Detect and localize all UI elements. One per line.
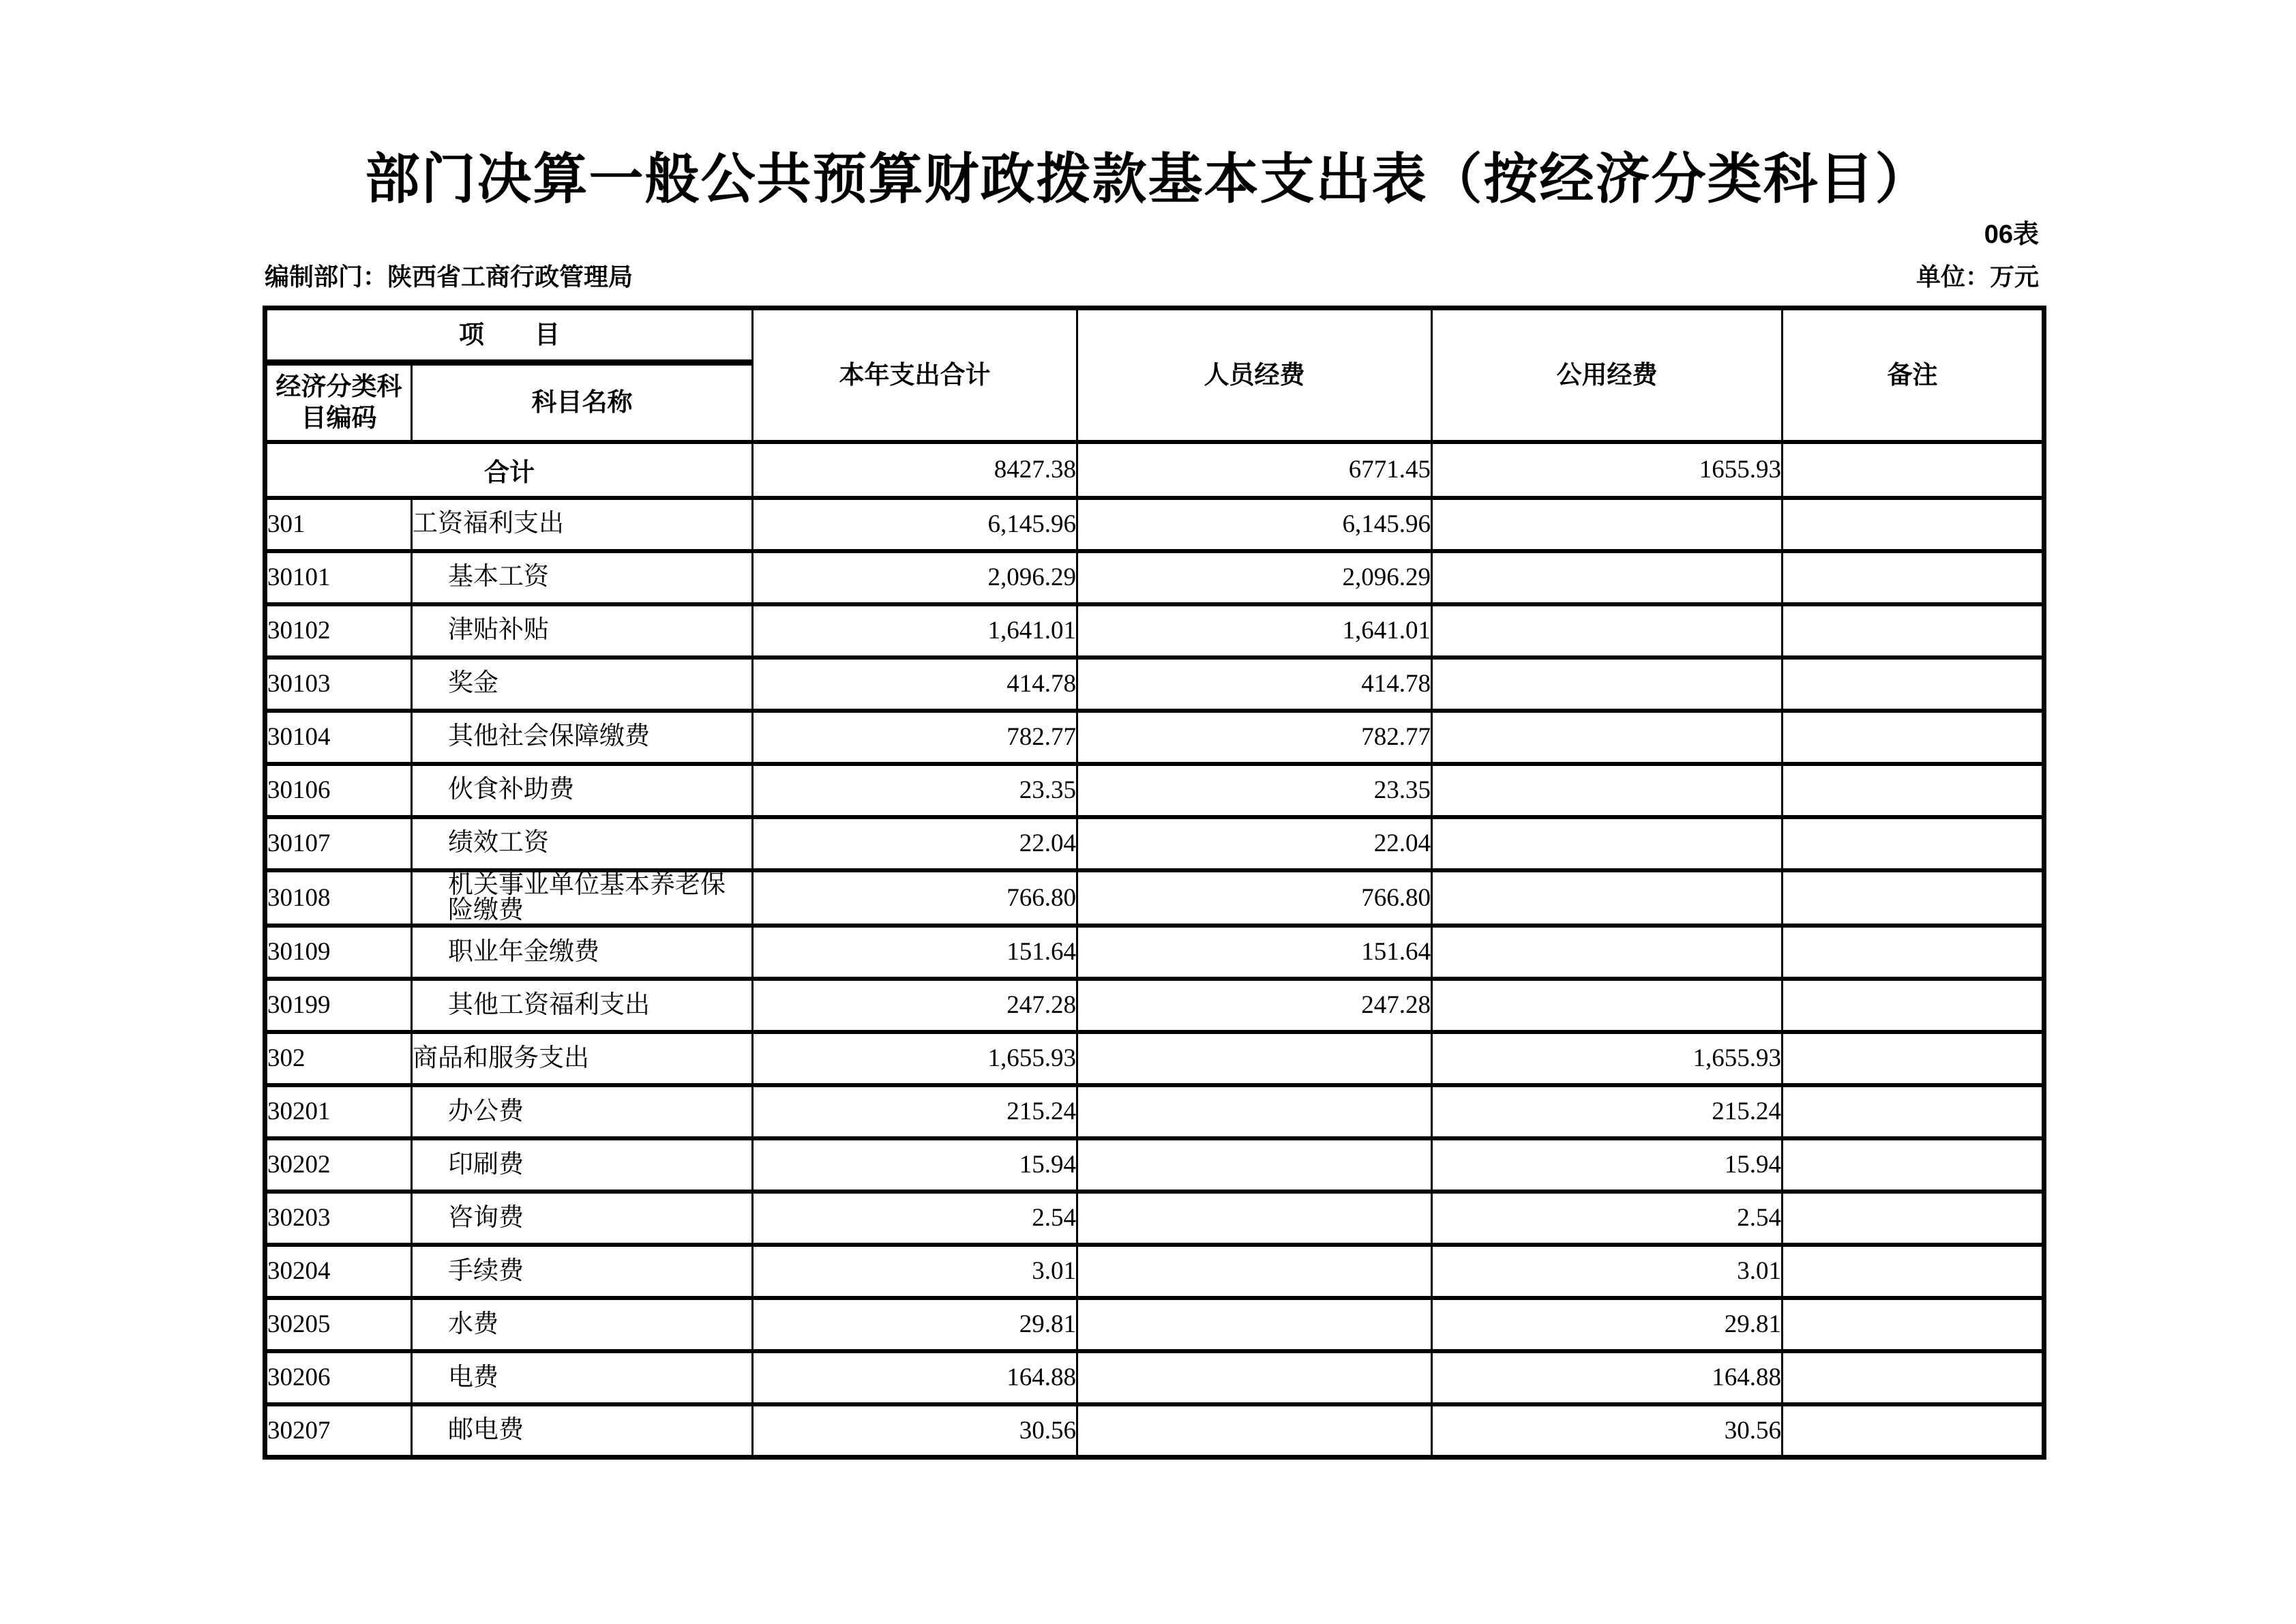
- note-cell: [1783, 604, 2044, 658]
- public-expense-cell: [1432, 551, 1783, 604]
- budget-table: [263, 306, 2046, 1460]
- note-cell: [1783, 1192, 2044, 1245]
- public-expense-cell: [1432, 604, 1783, 658]
- table-row: [265, 1085, 2044, 1138]
- public-expense-cell: 15.94: [1432, 1138, 1783, 1192]
- table-row: [265, 870, 2044, 926]
- public-expense-cell: [1432, 498, 1783, 551]
- public-expense-cell: 2.54: [1432, 1192, 1783, 1245]
- personnel-expense-cell: 2,096.29: [1077, 551, 1432, 604]
- total-expenditure-cell: 2,096.29: [753, 551, 1077, 604]
- public-expense-cell: [1432, 764, 1783, 817]
- table-row: [265, 926, 2044, 979]
- personnel-expense-cell: [1077, 1032, 1432, 1085]
- total-expenditure-cell: 6,145.96: [753, 498, 1077, 551]
- public-expense-cell: [1432, 870, 1783, 926]
- code-cell: 301: [265, 498, 412, 551]
- total-expenditure-cell: 782.77: [753, 711, 1077, 764]
- code-cell: 30203: [265, 1192, 412, 1245]
- total-expenditure-cell: 8427.38: [753, 442, 1077, 498]
- public-expense-cell: 1655.93: [1432, 442, 1783, 498]
- form-number: 06表: [1984, 220, 2039, 249]
- grand-total-label: 合计: [265, 442, 753, 498]
- subject-name-cell: 奖金: [412, 658, 753, 711]
- code-cell: 30101: [265, 551, 412, 604]
- note-cell: [1783, 1032, 2044, 1085]
- public-expense-header: 公用经费: [1432, 308, 1783, 442]
- personnel-expense-cell: 414.78: [1077, 658, 1432, 711]
- code-cell: 302: [265, 1032, 412, 1085]
- subject-name-cell: 津贴补贴: [412, 604, 753, 658]
- subject-name-cell: 印刷费: [412, 1138, 753, 1192]
- total-expenditure-cell: 766.80: [753, 870, 1077, 926]
- table-row: [265, 979, 2044, 1032]
- prepared-by-label: 编制部门：陕西省工商行政管理局: [265, 263, 633, 291]
- code-cell: 30108: [265, 870, 412, 926]
- code-cell: 30199: [265, 979, 412, 1032]
- subject-name-cell: 绩效工资: [412, 817, 753, 870]
- header-row-item: [265, 308, 2044, 363]
- subject-name-cell: 电费: [412, 1351, 753, 1404]
- code-cell: 30109: [265, 926, 412, 979]
- total-expenditure-cell: 2.54: [753, 1192, 1077, 1245]
- subject-name-cell: 其他社会保障缴费: [412, 711, 753, 764]
- note-cell: [1783, 870, 2044, 926]
- note-cell: [1783, 1404, 2044, 1458]
- table-row: [265, 1245, 2044, 1298]
- public-expense-cell: 29.81: [1432, 1298, 1783, 1351]
- subject-name-cell: 伙食补助费: [412, 764, 753, 817]
- code-cell: 30207: [265, 1404, 412, 1458]
- code-cell: 30107: [265, 817, 412, 870]
- personnel-expense-cell: 247.28: [1077, 979, 1432, 1032]
- subject-name-cell: 工资福利支出: [412, 498, 753, 551]
- personnel-expense-cell: [1077, 1138, 1432, 1192]
- subject-name-cell: 商品和服务支出: [412, 1032, 753, 1085]
- personnel-expense-cell: [1077, 1298, 1432, 1351]
- note-cell: [1783, 979, 2044, 1032]
- note-header: 备注: [1783, 308, 2044, 442]
- note-cell: [1783, 926, 2044, 979]
- total-expenditure-cell: 23.35: [753, 764, 1077, 817]
- total-expenditure-cell: 15.94: [753, 1138, 1077, 1192]
- note-cell: [1783, 498, 2044, 551]
- note-cell: [1783, 764, 2044, 817]
- code-cell: 30201: [265, 1085, 412, 1138]
- code-cell: 30102: [265, 604, 412, 658]
- subject-name-cell: 其他工资福利支出: [412, 979, 753, 1032]
- table-row: [265, 604, 2044, 658]
- code-cell: 30204: [265, 1245, 412, 1298]
- public-expense-cell: [1432, 817, 1783, 870]
- page-title: 部门决算一般公共预算财政拨款基本支出表（按经济分类科目）: [365, 149, 1931, 209]
- table-row: [265, 1192, 2044, 1245]
- code-cell: 30205: [265, 1298, 412, 1351]
- total-expenditure-cell: 1,655.93: [753, 1032, 1077, 1085]
- table-row: [265, 817, 2044, 870]
- personnel-expense-cell: [1077, 1351, 1432, 1404]
- personnel-expense-cell: 6,145.96: [1077, 498, 1432, 551]
- total-expenditure-cell: 30.56: [753, 1404, 1077, 1458]
- table-row: [265, 551, 2044, 604]
- public-expense-cell: [1432, 658, 1783, 711]
- item-group-header: 项 目: [265, 308, 753, 363]
- table-row: [265, 1138, 2044, 1192]
- personnel-expense-cell: [1077, 1085, 1432, 1138]
- table-row: [265, 1404, 2044, 1458]
- subject-name-cell: 水费: [412, 1298, 753, 1351]
- code-cell: 30202: [265, 1138, 412, 1192]
- total-expenditure-cell: 247.28: [753, 979, 1077, 1032]
- public-expense-cell: [1432, 711, 1783, 764]
- personnel-expense-cell: 782.77: [1077, 711, 1432, 764]
- note-cell: [1783, 1351, 2044, 1404]
- subject-name-cell: 办公费: [412, 1085, 753, 1138]
- personnel-expense-header: 人员经费: [1077, 308, 1432, 442]
- personnel-expense-cell: 22.04: [1077, 817, 1432, 870]
- total-expenditure-cell: 1,641.01: [753, 604, 1077, 658]
- grand-total-row: [265, 442, 2044, 498]
- code-cell: 30103: [265, 658, 412, 711]
- table-row: [265, 1351, 2044, 1404]
- note-cell: [1783, 442, 2044, 498]
- table-row: [265, 498, 2044, 551]
- table-row: [265, 658, 2044, 711]
- subject-name-cell: 手续费: [412, 1245, 753, 1298]
- code-cell: 30206: [265, 1351, 412, 1404]
- total-expenditure-cell: 29.81: [753, 1298, 1077, 1351]
- total-expenditure-cell: 3.01: [753, 1245, 1077, 1298]
- personnel-expense-cell: [1077, 1404, 1432, 1458]
- personnel-expense-cell: [1077, 1192, 1432, 1245]
- subject-name-cell: 机关事业单位基本养老保险缴费: [412, 870, 753, 926]
- public-expense-cell: 164.88: [1432, 1351, 1783, 1404]
- subject-name-cell: 基本工资: [412, 551, 753, 604]
- total-expenditure-cell: 22.04: [753, 817, 1077, 870]
- public-expense-cell: 215.24: [1432, 1085, 1783, 1138]
- table-row: [265, 711, 2044, 764]
- economic-code-header: 经济分类科目编码: [265, 363, 412, 442]
- personnel-expense-cell: 23.35: [1077, 764, 1432, 817]
- total-expenditure-cell: 414.78: [753, 658, 1077, 711]
- code-cell: 30104: [265, 711, 412, 764]
- personnel-expense-cell: [1077, 1245, 1432, 1298]
- subject-name-cell: 职业年金缴费: [412, 926, 753, 979]
- subject-name-header: 科目名称: [412, 363, 753, 442]
- table-row: [265, 1298, 2044, 1351]
- note-cell: [1783, 1085, 2044, 1138]
- subject-name-cell: 邮电费: [412, 1404, 753, 1458]
- note-cell: [1783, 1245, 2044, 1298]
- personnel-expense-cell: 1,641.01: [1077, 604, 1432, 658]
- code-cell: 30106: [265, 764, 412, 817]
- note-cell: [1783, 551, 2044, 604]
- note-cell: [1783, 711, 2044, 764]
- note-cell: [1783, 1298, 2044, 1351]
- subject-name-cell: 咨询费: [412, 1192, 753, 1245]
- unit-label: 单位：万元: [1915, 263, 2039, 291]
- personnel-expense-cell: 151.64: [1077, 926, 1432, 979]
- personnel-expense-cell: 766.80: [1077, 870, 1432, 926]
- table-row: [265, 1032, 2044, 1085]
- public-expense-cell: 30.56: [1432, 1404, 1783, 1458]
- total-expenditure-header: 本年支出合计: [753, 308, 1077, 442]
- total-expenditure-cell: 215.24: [753, 1085, 1077, 1138]
- total-expenditure-cell: 151.64: [753, 926, 1077, 979]
- note-cell: [1783, 658, 2044, 711]
- public-expense-cell: [1432, 926, 1783, 979]
- table-row: [265, 764, 2044, 817]
- public-expense-cell: 1,655.93: [1432, 1032, 1783, 1085]
- note-cell: [1783, 1138, 2044, 1192]
- personnel-expense-cell: 6771.45: [1077, 442, 1432, 498]
- total-expenditure-cell: 164.88: [753, 1351, 1077, 1404]
- note-cell: [1783, 817, 2044, 870]
- public-expense-cell: 3.01: [1432, 1245, 1783, 1298]
- public-expense-cell: [1432, 979, 1783, 1032]
